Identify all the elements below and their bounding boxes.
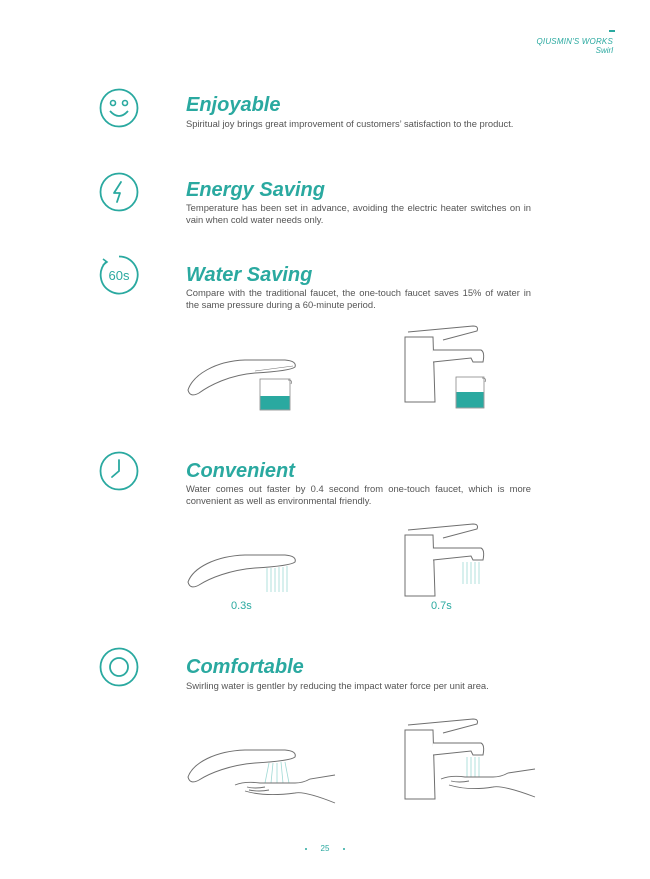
section-desc-comfortable: Swirling water is gentler by reducing the impact water force per unit area. <box>186 680 489 691</box>
header-brand: QIUSMIN'S WORKS <box>536 37 613 46</box>
one-touch-faucet-with-cup <box>185 355 300 415</box>
ring-icon <box>99 647 139 687</box>
smiley-icon <box>99 88 139 128</box>
section-title-water-saving: Water Saving <box>186 264 313 286</box>
section-title-energy-saving: Energy Saving <box>186 179 325 201</box>
traditional-faucet-hand <box>393 715 538 805</box>
header-mark <box>609 30 615 32</box>
page-number <box>0 844 650 853</box>
timer-label: 60s <box>108 268 130 283</box>
section-title-convenient: Convenient <box>186 460 295 482</box>
page-dot-right <box>343 848 345 850</box>
one-touch-faucet-flow <box>185 550 300 595</box>
section-title-comfortable: Comfortable <box>186 656 304 678</box>
section-title-enjoyable: Enjoyable <box>186 94 281 116</box>
caption-traditional-time: 0.7s <box>431 600 452 612</box>
section-desc-energy-saving: Temperature has been set in advance, avoiding the electric heater switches on in vain when cold water needs only. <box>186 202 531 225</box>
lightning-icon <box>99 172 139 212</box>
section-desc-enjoyable: Spiritual joy brings great improvement of customers’ satisfaction to the product. <box>186 118 514 129</box>
section-desc-convenient: Water comes out faster by 0.4 second from one-touch faucet, which is more convenient as well as environmental friendly. <box>186 483 531 506</box>
traditional-faucet-with-cup <box>393 322 493 412</box>
timer-60s-icon <box>99 255 139 295</box>
clock-icon <box>99 451 139 491</box>
header-subtitle: Swirl <box>595 46 613 55</box>
section-desc-water-saving: Compare with the traditional faucet, the one-touch faucet saves 15% of water in the same pressure during a 60-minute period. <box>186 287 531 310</box>
page-number-text: 25 <box>320 844 330 853</box>
traditional-faucet-flow <box>393 520 493 600</box>
page-dot-left <box>305 848 307 850</box>
one-touch-faucet-hand <box>185 745 340 815</box>
caption-one-touch-time: 0.3s <box>231 600 252 612</box>
